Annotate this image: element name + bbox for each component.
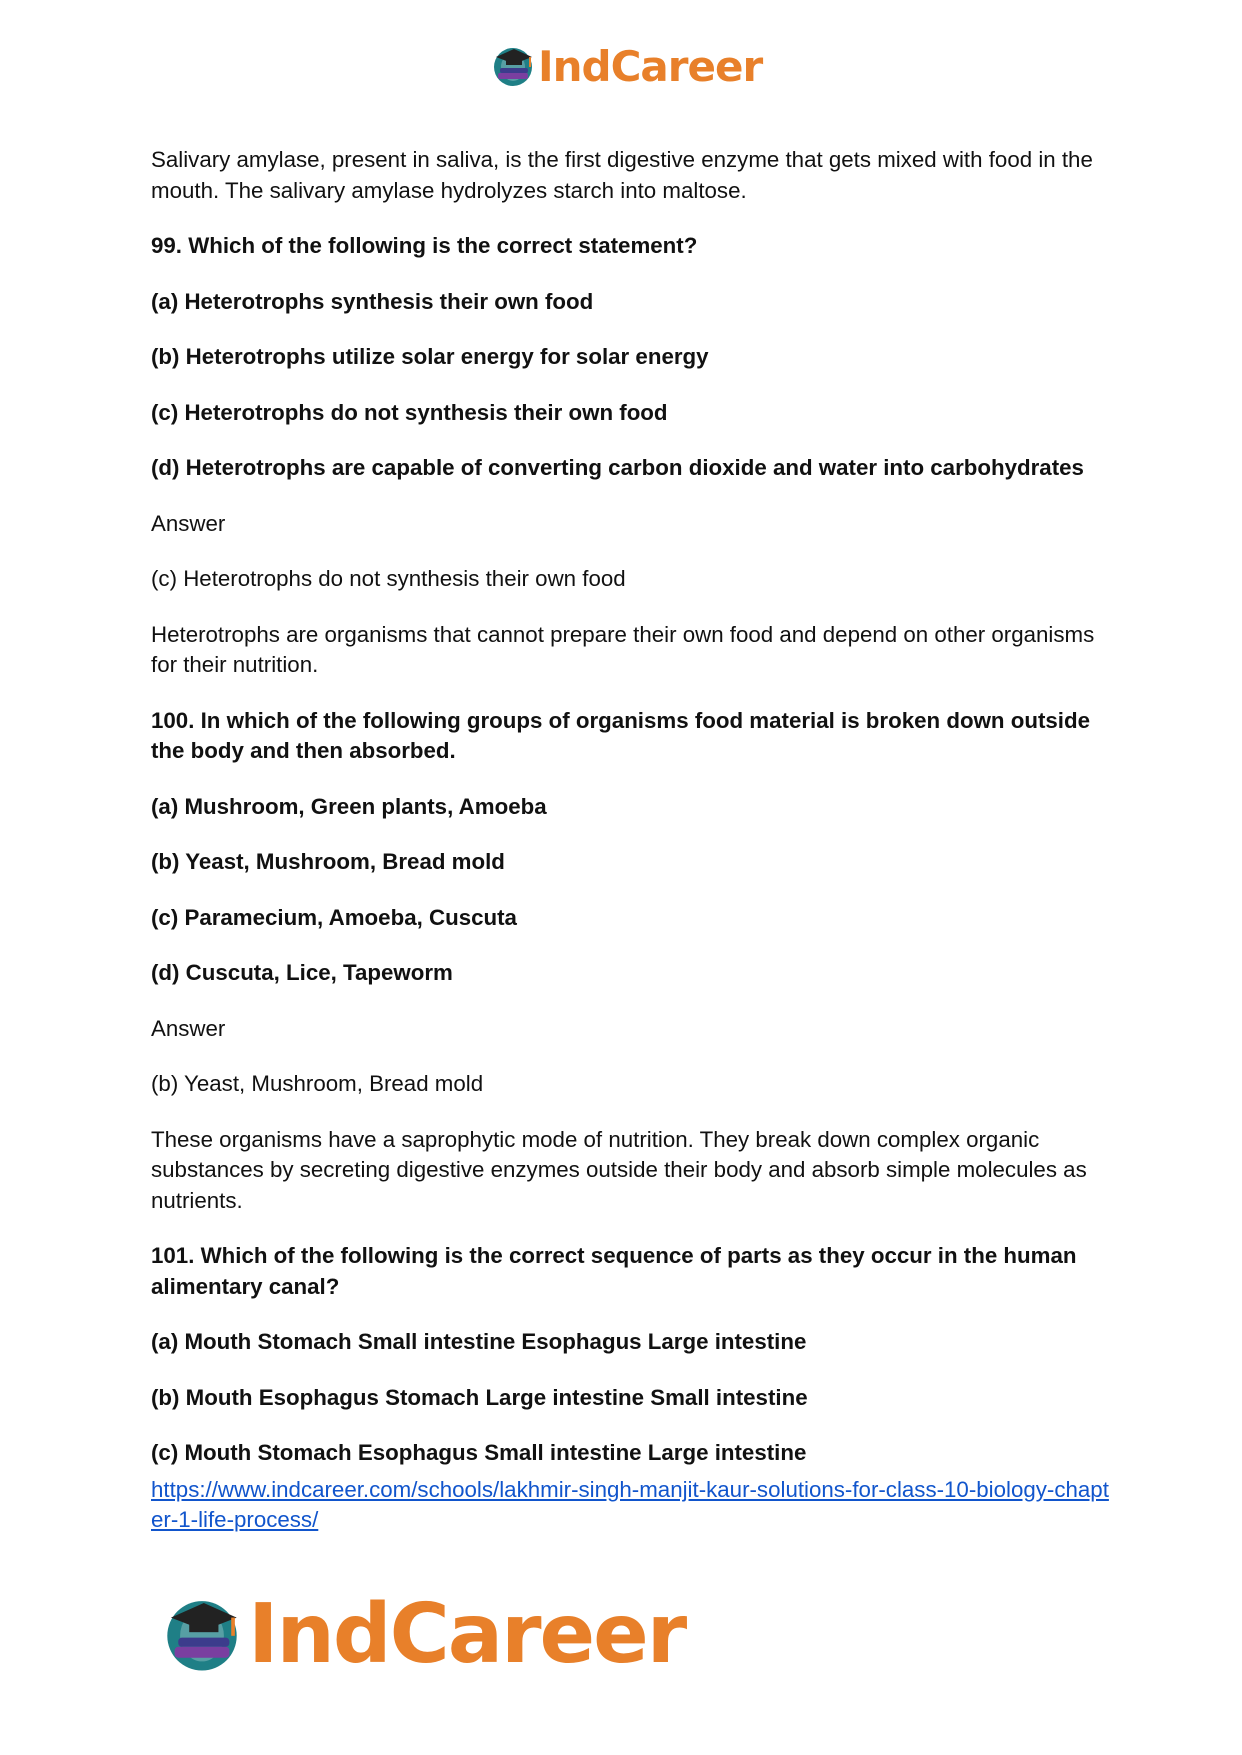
q100-option-a: (a) Mushroom, Green plants, Amoeba (151, 793, 547, 819)
footer-logo (160, 1588, 685, 1680)
q99-option-a: (a) Heterotrophs synthesis their own food (151, 288, 594, 314)
q100-explanation: These organisms have a saprophytic mode of nutrition. They break down complex organic substances by secreting digestive enzymes outside their body and absorb simple molecules as nutrients. (151, 1126, 1087, 1213)
q100-option-c: (c) Paramecium, Amoeba, Cuscuta (151, 904, 517, 930)
q99-option-d: (d) Heterotrophs are capable of converting carbon dioxide and water into carbohydrates (151, 455, 1084, 480)
q100-answer: (b) Yeast, Mushroom, Bread mold (151, 1071, 484, 1096)
q100-option-b: (b) Yeast, Mushroom, Bread mold (151, 849, 505, 874)
document-body (151, 145, 1111, 1536)
question-101: 101. Which of the following is the correct sequence of parts as they occur in the human alimentary canal? (151, 1243, 1077, 1299)
source-link[interactable]: https://www.indcareer.com/schools/lakhmir-singh-manjit-kaur-solutions-for-class-10-biology-chapter-1-life-process/ (151, 1476, 1109, 1532)
header-logo (490, 38, 762, 94)
intro-paragraph: Salivary amylase, present in saliva, is the first digestive enzyme that gets mixed with food in the mouth. The salivary amylase hydrolyzes starch into maltose. (151, 147, 1093, 203)
q99-answer-label: Answer (151, 510, 226, 536)
q99-option-b: (b) Heterotrophs utilize solar energy for solar energy (151, 344, 709, 369)
q100-option-d: (d) Cuscuta, Lice, Tapeworm (151, 960, 453, 985)
graduation-cap-books-icon (160, 1592, 244, 1676)
q100-answer-label: Answer (151, 1015, 226, 1041)
q101-option-c: (c) Mouth Stomach Esophagus Small intestine Large intestine (151, 1440, 807, 1465)
q99-answer: (c) Heterotrophs do not synthesis their own food (151, 566, 626, 591)
q99-option-c: (c) Heterotrophs do not synthesis their own food (151, 399, 668, 425)
footer-logo-text: IndCareer (248, 1586, 686, 1682)
question-100: 100. In which of the following groups of organisms food material is broken down outside the body and then absorbed. (151, 707, 1091, 763)
q101-option-a: (a) Mouth Stomach Small intestine Esophagus Large intestine (151, 1329, 807, 1354)
question-99: 99. Which of the following is the correct statement? (151, 233, 698, 258)
header-logo-text: IndCareer (538, 41, 763, 91)
q101-option-b: (b) Mouth Esophagus Stomach Large intestine Small intestine (151, 1384, 808, 1410)
q99-explanation: Heterotrophs are organisms that cannot prepare their own food and depend on other organisms for their nutrition. (151, 621, 1095, 677)
graduation-cap-books-icon (490, 43, 536, 89)
